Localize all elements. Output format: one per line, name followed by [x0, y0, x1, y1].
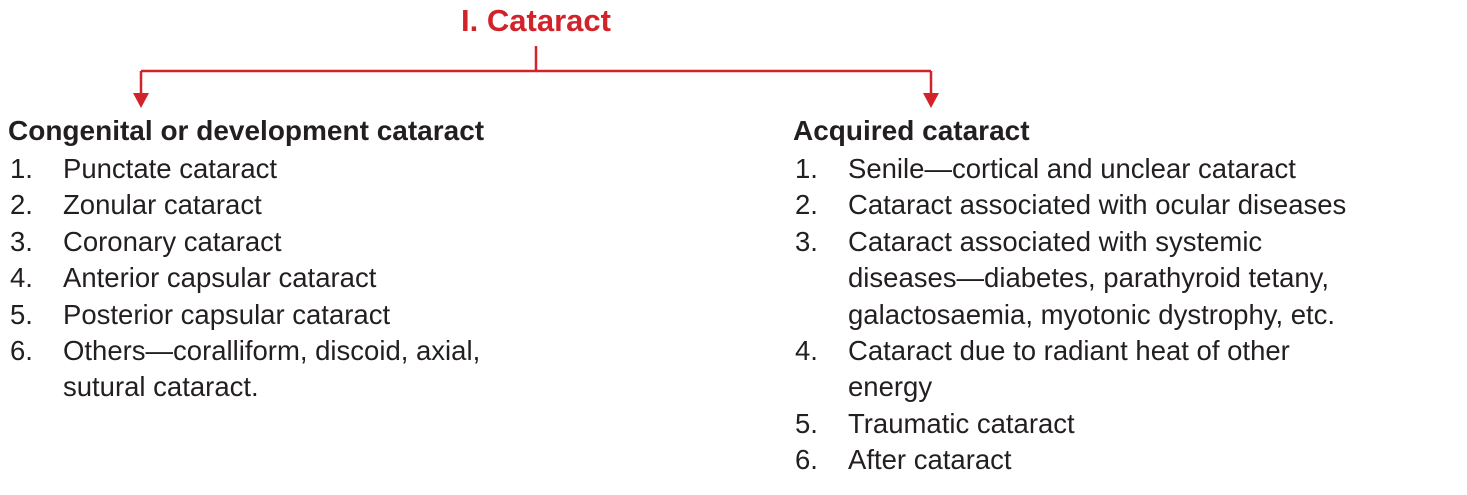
item-number: 4. [10, 262, 33, 294]
item-list [793, 151, 1463, 479]
list-item [8, 224, 708, 260]
item-text: Others—coralliform, discoid, axial, [63, 335, 481, 367]
item-number: 2. [795, 189, 818, 221]
list-item [8, 297, 708, 333]
item-text: Zonular cataract [63, 189, 262, 221]
item-text-continued: diseases—diabetes, parathyroid tetany, [848, 262, 1330, 294]
item-number: 4. [795, 335, 818, 367]
list-item [793, 187, 1463, 223]
item-text: Coronary cataract [63, 225, 282, 257]
item-text: Traumatic cataract [848, 407, 1075, 439]
item-number: 1. [795, 153, 818, 184]
list-item [8, 151, 708, 187]
item-text: After cataract [848, 444, 1012, 476]
item-text: Posterior capsular cataract [63, 298, 391, 330]
item-text: Cataract due to radiant heat of other [848, 335, 1290, 367]
item-number: 3. [10, 225, 33, 257]
branch-congenital [8, 113, 708, 406]
item-text: Senile—cortical and unclear cataract [848, 153, 1296, 184]
item-number: 5. [10, 298, 33, 330]
item-text-continued: sutural cataract. [63, 371, 259, 403]
list-item [8, 260, 708, 296]
item-text-continued: galactosaemia, myotonic dystrophy, etc. [848, 298, 1336, 330]
item-text: Cataract associated with systemic [848, 225, 1263, 257]
item-number: 1. [10, 153, 33, 184]
item-text: Cataract associated with ocular diseases [848, 189, 1347, 221]
branch-acquired [793, 113, 1463, 479]
list-item [8, 333, 708, 406]
list-item [793, 442, 1463, 478]
item-number: 3. [795, 225, 818, 257]
list-item [793, 151, 1463, 187]
arrowhead-right-icon [923, 93, 939, 108]
item-text-continued: energy [848, 371, 933, 403]
root-node-title: I. Cataract [461, 3, 611, 38]
branch-heading: Congenital or development cataract [8, 115, 485, 146]
item-text: Punctate cataract [63, 153, 278, 184]
item-number: 5. [795, 407, 818, 439]
item-number: 2. [10, 189, 33, 221]
item-number: 6. [10, 335, 33, 367]
item-text: Anterior capsular cataract [63, 262, 377, 294]
item-number: 6. [795, 444, 818, 476]
list-item [8, 187, 708, 223]
item-list [8, 151, 708, 406]
list-item [793, 406, 1463, 442]
list-item [793, 224, 1463, 333]
list-item [793, 333, 1463, 406]
branch-heading: Acquired cataract [793, 115, 1030, 146]
arrowhead-left-icon [133, 93, 149, 108]
